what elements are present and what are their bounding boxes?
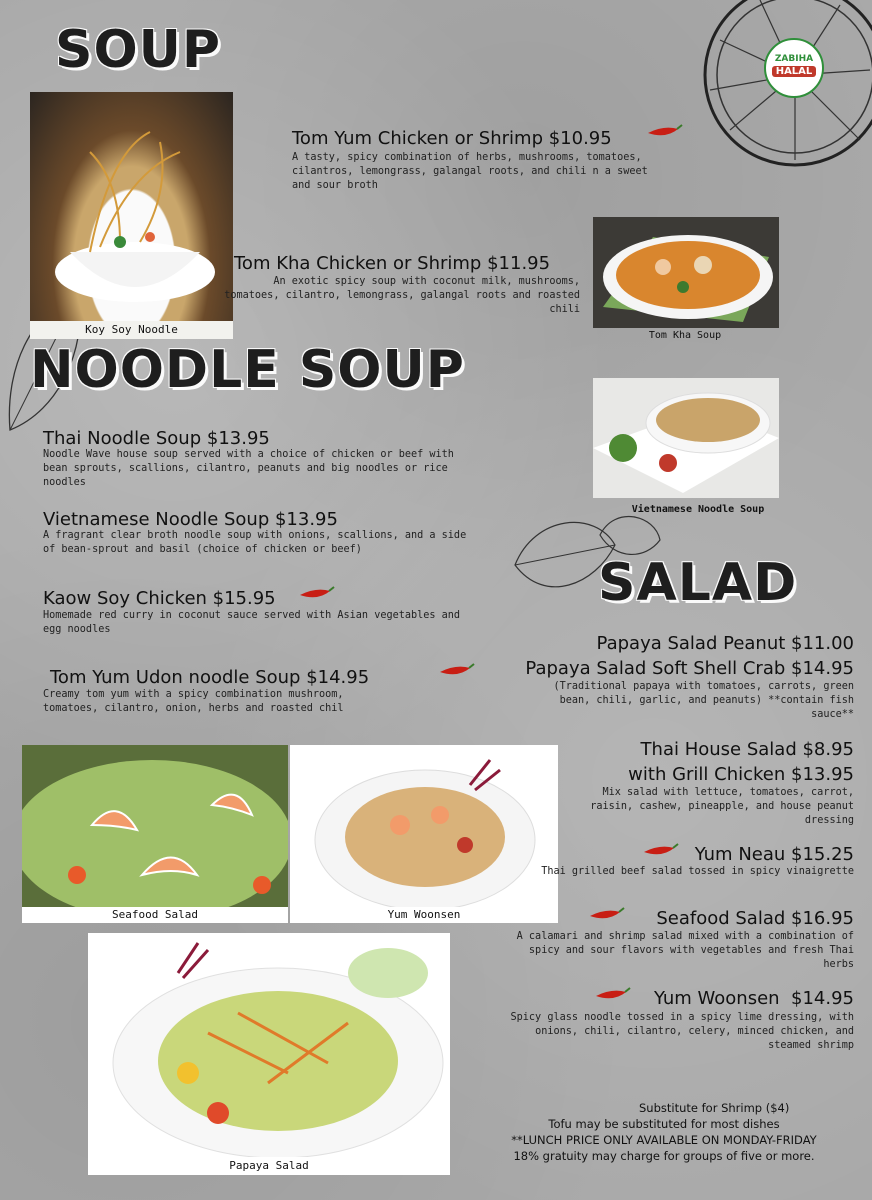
tom-kha-bowl-illustration	[593, 217, 779, 328]
chili-icon	[588, 906, 626, 924]
kaow-soy-chicken-description: Homemade red curry in coconut sauce served with Asian vegetables and egg noodles	[43, 610, 461, 635]
vietnamese-noodle-soup-photo	[593, 378, 779, 498]
tom-kha-description: An exotic spicy soup with coconut milk, mushrooms, tomatoes, cilantro, lemongrass, galangal roots and roasted chili	[224, 276, 580, 315]
soup-heading: SOUP	[55, 20, 221, 80]
tom-yum-title: Tom Yum Chicken or Shrimp $10.95	[292, 128, 612, 149]
yum-woonsen-photo	[290, 745, 558, 923]
footer-line-2: Tofu may be substituted for most dishes	[548, 1117, 780, 1131]
salad-heading: SALAD	[598, 553, 798, 613]
chili-icon	[298, 585, 336, 603]
vietnamese-noodle-soup-caption: Vietnamese Noodle Soup	[631, 504, 765, 515]
halal-badge-line2: HALAL	[772, 66, 816, 77]
seafood-salad-caption: Seafood Salad	[111, 908, 199, 921]
yum-woonsen-title: Yum Woonsen $14.95	[653, 988, 854, 1009]
tom-yum-description: A tasty, spicy combination of herbs, mushrooms, tomatoes, cilantros, lemongrass, galangal roots, and chili n a sweet and sour broth	[292, 152, 648, 191]
chili-icon	[438, 662, 476, 680]
yum-neau-description: Thai grilled beef salad tossed in spicy vinaigrette	[541, 866, 854, 877]
footer-notes	[474, 1100, 854, 1164]
halal-badge	[764, 38, 824, 98]
yum-woonsen-description: Spicy glass noodle tossed in a spicy lime dressing, with onions, chili, cilantro, celery, minced chicken, and steamed shrimp	[510, 1012, 854, 1051]
tom-yum-udon-title: Tom Yum Udon noodle Soup $14.95	[50, 667, 370, 688]
koy-soy-noodle-photo	[30, 92, 233, 339]
footer-line-4: 18% gratuity may charge for groups of five or more.	[513, 1149, 815, 1163]
koy-soy-noodle-caption: Koy Soy Noodle	[30, 321, 233, 339]
footer-line-3: **LUNCH PRICE ONLY AVAILABLE ON MONDAY-FRIDAY	[511, 1133, 817, 1147]
noodle-soup-heading: NOODLE SOUP	[30, 340, 465, 400]
tom-kha-title: Tom Kha Chicken or Shrimp $11.95	[234, 253, 551, 274]
seafood-salad-photo	[22, 745, 288, 923]
papaya-salad-caption: Papaya Salad	[229, 1159, 309, 1172]
papaya-salad-illustration	[88, 933, 450, 1157]
chili-icon	[594, 986, 632, 1004]
seafood-salad-illustration	[22, 745, 288, 907]
thai-noodle-soup-title: Thai Noodle Soup $13.95	[43, 428, 270, 449]
thai-house-salad-chicken-title: with Grill Chicken $13.95	[628, 764, 854, 785]
vietnamese-noodle-soup-title: Vietnamese Noodle Soup $13.95	[43, 509, 338, 530]
tom-kha-soup-caption: Tom Kha Soup	[648, 330, 722, 341]
noodle-bowl-illustration	[30, 92, 233, 321]
thai-house-salad-description: Mix salad with lettuce, tomatoes, carrot, raisin, cashew, pineapple, and house peanut dressing	[590, 787, 854, 826]
papaya-salad-photo	[88, 933, 450, 1175]
papaya-salad-description: (Traditional papaya with tomatoes, carrots, green bean, chili, garlic, and peanuts) **contain fish sauce**	[553, 681, 854, 720]
vietnamese-noodle-soup-description: A fragrant clear broth noodle soup with onions, scallions, and a side of bean-sprout and basil (choice of chicken or beef)	[43, 530, 467, 555]
vietnamese-bowl-illustration	[593, 378, 779, 498]
yum-woonsen-caption: Yum Woonsen	[387, 908, 461, 921]
halal-badge-line1: ZABIHA	[774, 54, 814, 64]
tom-yum-udon-description: Creamy tom yum with a spicy combination mushroom, tomatoes, cilantro, onion, herbs and roasted chil	[43, 689, 344, 714]
papaya-salad-peanut-title: Papaya Salad Peanut $11.00	[596, 633, 854, 654]
footer-line-1: Substitute for Shrimp ($4)	[639, 1101, 790, 1115]
thai-house-salad-title: Thai House Salad $8.95	[640, 739, 854, 760]
yum-woonsen-illustration	[290, 745, 558, 907]
chili-icon	[642, 842, 680, 860]
tom-kha-soup-photo	[593, 217, 779, 328]
seafood-salad-description: A calamari and shrimp salad mixed with a combination of spicy and sour flavors with vegetables and fresh Thai herbs	[516, 931, 854, 970]
chili-icon	[646, 123, 684, 141]
kaow-soy-chicken-title: Kaow Soy Chicken $15.95	[43, 588, 276, 609]
seafood-salad-title: Seafood Salad $16.95	[656, 908, 854, 929]
thai-noodle-soup-description: Noodle Wave house soup served with a choice of chicken or beef with bean sprouts, scallions, cilantro, peanuts and big noodles or rice noodles	[43, 449, 454, 488]
yum-neau-title: Yum Neau $15.25	[694, 844, 854, 865]
papaya-salad-crab-title: Papaya Salad Soft Shell Crab $14.95	[525, 658, 854, 679]
